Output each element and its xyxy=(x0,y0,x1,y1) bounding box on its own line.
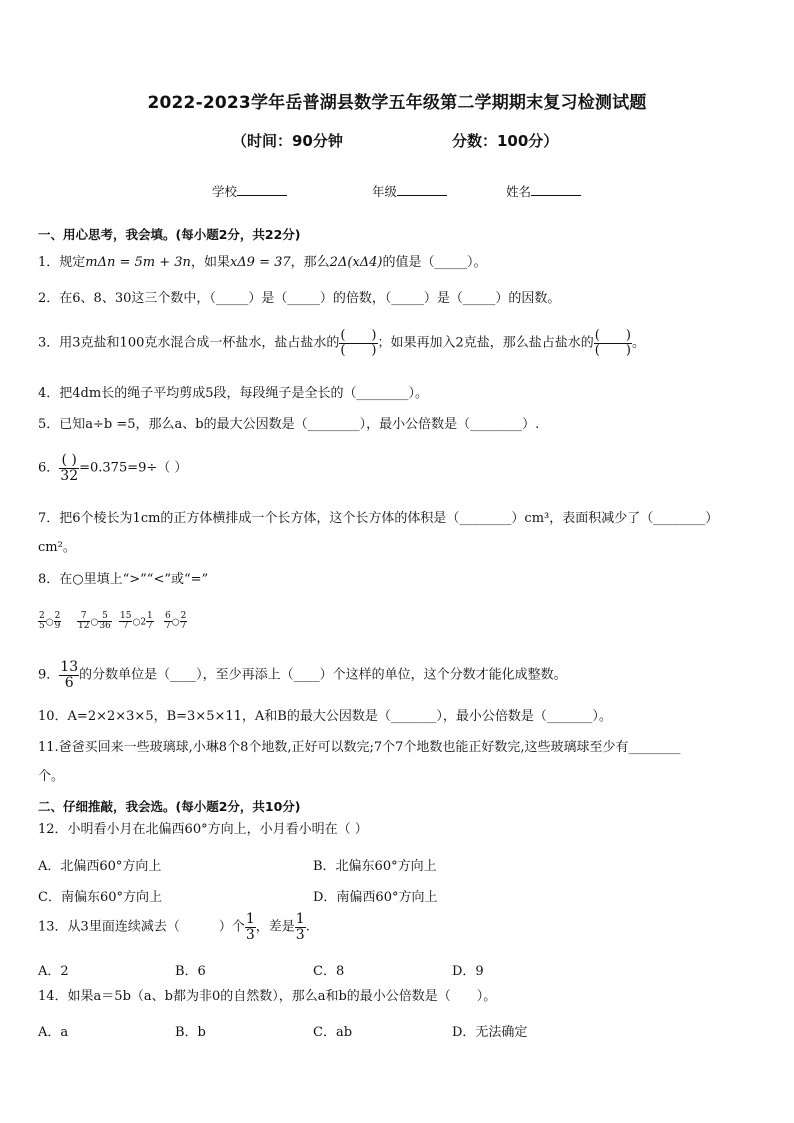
q13-option-c[interactable]: C．8 xyxy=(313,964,345,979)
compare-item-2: $\frac{7}{12}$ ○ $\frac{5}{36}$ xyxy=(78,611,111,632)
question-12: 12．小明看小月在北偏西60°方向上，小月看小明在（ ） xyxy=(38,822,368,837)
section-1-heading: 一、用心思考，我会填。(每小题2分，共22分) xyxy=(38,227,301,242)
grade-field[interactable] xyxy=(372,182,447,200)
compare-circle[interactable]: ○ xyxy=(132,617,141,628)
question-6: 6． $\frac{( )}{32}$ =0.375=9÷（ ） xyxy=(38,452,188,484)
q13-option-d[interactable]: D．9 xyxy=(452,964,484,979)
name-label: 姓名 xyxy=(506,184,532,199)
compare-item-3: $\frac{15}{7}$ ○2 $\frac{1}{7}$ xyxy=(120,611,153,632)
question-11: 11.爸爸买回来一些玻璃球,小琳8个8个地数,正好可以数完;7个7个地数也能正好数完,这些玻璃球至少有________ xyxy=(38,740,681,755)
question-11-cont: 个。 xyxy=(38,769,65,784)
question-4: 4．把4dm长的绳子平均剪成5段，每段绳子是全长的（________）。 xyxy=(38,386,428,401)
q14-option-d[interactable]: D．无法确定 xyxy=(452,1025,528,1040)
question-1: 1．规定mΔn = 5m + 3n，如果xΔ9 = 37，那么2Δ(xΔ4)的值是（_____）。 xyxy=(38,255,487,270)
q14-option-a[interactable]: A．a xyxy=(38,1025,69,1040)
question-14: 14．如果a＝5b（a、b都为非0的自然数），那么a和b的最小公倍数是（ ）。 xyxy=(38,989,497,1004)
question-3: 3．用3克盐和100克水混合成一杯盐水，盐占盐水的 $\frac{( )}{( )}$ ；如果再加入2克盐，那么盐占盐水的 $\frac{( )}{( )}$ 。 xyxy=(38,328,645,358)
compare-item-4: $\frac{6}{7}$ ○ $\frac{2}{7}$ xyxy=(165,611,187,632)
name-field[interactable] xyxy=(506,182,581,200)
q12-option-a[interactable]: A．北偏西60°方向上 xyxy=(38,859,162,874)
fraction-blank[interactable]: $\frac{( )}{( )}$ xyxy=(594,328,631,358)
question-5: 5．已知a÷b =5，那么a、b的最大公因数是（________），最小公倍数是（________）. xyxy=(38,417,540,432)
q13-option-b[interactable]: B．6 xyxy=(175,964,206,979)
compare-circle[interactable]: ○ xyxy=(45,617,54,628)
exam-score: 分数：100分） xyxy=(452,132,559,150)
question-8: 8．在○里填上“>”“<”或“=” xyxy=(38,572,209,587)
exam-title: 2022-2023学年岳普湖县数学五年级第二学期期末复习检测试题 xyxy=(147,93,647,113)
question-7: 7．把6个棱长为1cm的正方体横排成一个长方体，这个长方体的体积是（________）cm³，表面积减少了（________） xyxy=(38,511,719,526)
question-2: 2．在6、8、30这三个数中，（_____）是（_____）的倍数，（_____）是（_____）的因数。 xyxy=(38,291,561,306)
school-label: 学校 xyxy=(212,184,238,199)
section-2-heading: 二、仔细推敲，我会选。(每小题2分，共10分) xyxy=(38,799,301,814)
school-field[interactable] xyxy=(212,182,287,200)
q12-option-b[interactable]: B．北偏东60°方向上 xyxy=(313,859,437,874)
question-7-cont: cm²。 xyxy=(38,540,76,555)
q12-option-c[interactable]: C．南偏东60°方向上 xyxy=(38,890,162,905)
compare-circle[interactable]: ○ xyxy=(171,617,180,628)
q14-option-c[interactable]: C．ab xyxy=(313,1025,353,1040)
question-13: 13．从3里面连续减去（ ）个 $\frac{1}{3}$ ，差是 $\frac{1}{3}$ . xyxy=(38,911,310,943)
exam-time: （时间：90分钟 xyxy=(232,132,343,150)
fraction-blank[interactable]: $\frac{( )}{( )}$ xyxy=(340,328,377,358)
question-9: 9． $\frac{13}{6}$ 的分数单位是（____），至少再添上（____）个这样的单位，这个分数才能化成整数。 xyxy=(38,659,567,691)
q12-option-d[interactable]: D．南偏西60°方向上 xyxy=(313,890,438,905)
compare-circle[interactable]: ○ xyxy=(90,617,99,628)
question-10: 10．A=2×2×3×5，B=3×5×11，A和B的最大公因数是（_______），最小公倍数是（_______）。 xyxy=(38,709,612,724)
q13-option-a[interactable]: A．2 xyxy=(38,964,69,979)
grade-label: 年级 xyxy=(372,184,398,199)
compare-item-1: $\frac{2}{5}$ ○ $\frac{2}{9}$ xyxy=(39,611,61,632)
q14-option-b[interactable]: B．b xyxy=(175,1025,206,1040)
